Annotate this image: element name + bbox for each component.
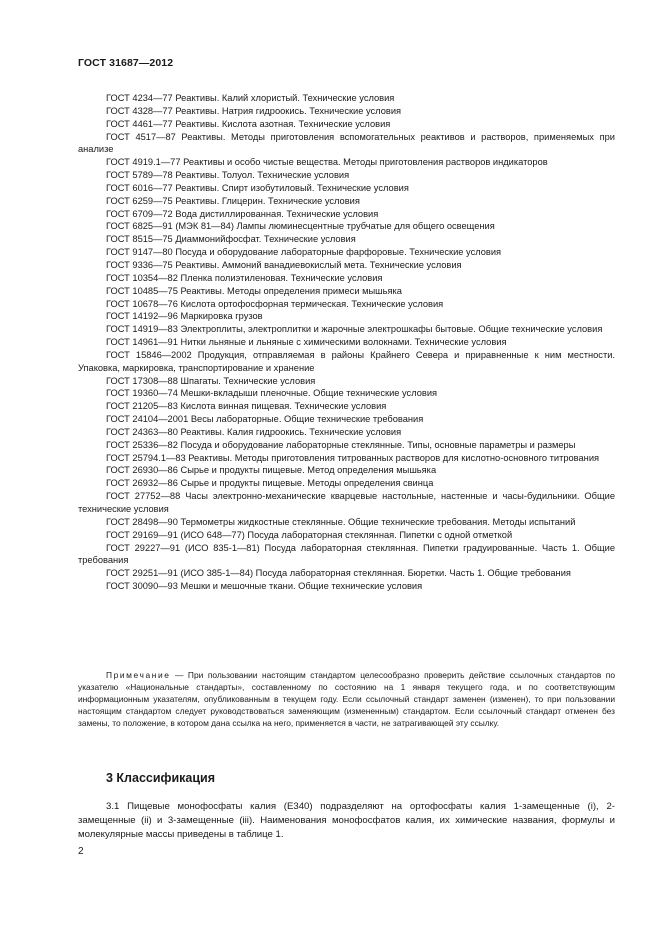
reference-item: ГОСТ 14961—91 Нитки льняные и льняные с химическими волокнами. Технические условия [106, 337, 507, 348]
reference-item: ГОСТ 6259—75 Реактивы. Глицерин. Технические условия [106, 195, 360, 206]
note-text: — При пользовании настоящим стандартом целесообразно проверить действие ссылочных стандартов по указателю «Национальные стандарты», составленному по состоянию на 1 января текущего года, и по соответствующим информационным указателям, опубликованным в текущем году. Если ссылочный стандарт заменен (изменен), то при пользовании настоящим стандартом следует руководствоваться заменяющим (измененным) стандартом. Если ссылочный стандарт отменен без замены, то положение, в котором дана ссылка на него, применяется в части, не затрагивающей эту ссылку. [78, 670, 615, 728]
note-paragraph [78, 670, 615, 730]
reference-item: ГОСТ 29169—91 (ИСО 648—77) Посуда лабораторная стеклянная. Пипетки с одной отметкой [106, 529, 513, 540]
normative-references-list [78, 92, 615, 593]
reference-item: ГОСТ 4461—77 Реактивы. Кислота азотная. Технические условия [106, 118, 391, 129]
reference-item: ГОСТ 5789—78 Реактивы. Толуол. Технические условия [106, 170, 350, 181]
reference-item: ГОСТ 25336—82 Посуда и оборудование лабораторные стеклянные. Типы, основные параметры и размеры [106, 439, 576, 450]
reference-item: ГОСТ 29227—91 (ИСО 835-1—81) Посуда лабораторная стеклянная. Пипетки градуированные. Часть 1. Общие требования [78, 542, 615, 566]
reference-item: ГОСТ 29251—91 (ИСО 385-1—84) Посуда лабораторная стеклянная. Бюретки. Часть 1. Общие требования [106, 568, 571, 579]
reference-item: ГОСТ 15846—2002 Продукция, отправляемая в районы Крайнего Севера и приравненные к ним местности. Упаковка, маркировка, транспортирование и хранение [78, 349, 615, 373]
reference-item: ГОСТ 21205—83 Кислота винная пищевая. Технические условия [106, 401, 387, 412]
reference-item: ГОСТ 10485—75 Реактивы. Методы определения примеси мышьяка [106, 285, 402, 296]
reference-item: ГОСТ 26932—86 Сырье и продукты пищевые. Методы определения свинца [106, 478, 434, 489]
section-heading: 3 Классификация [106, 771, 216, 785]
reference-item: ГОСТ 25794.1—83 Реактивы. Методы приготовления титрованных растворов для кислотно-основного титрования [106, 452, 600, 463]
reference-item: ГОСТ 6709—72 Вода дистиллированная. Технические условия [106, 208, 379, 219]
reference-item: ГОСТ 4234—77 Реактивы. Калий хлористый. Технические условия [106, 93, 395, 103]
reference-item: ГОСТ 26930—86 Сырье и продукты пищевые. Метод определения мышьяка [106, 465, 437, 476]
reference-item: ГОСТ 28498—90 Термометры жидкостные стеклянные. Общие технические требования. Методы испытаний [106, 516, 576, 527]
document-header: ГОСТ 31687—2012 [78, 57, 174, 69]
reference-item: ГОСТ 9336—75 Реактивы. Аммоний ванадиевокислый мета. Технические условия [106, 259, 462, 270]
reference-item: ГОСТ 4919.1—77 Реактивы и особо чистые вещества. Методы приготовления растворов индикаторов [106, 157, 548, 168]
reference-item: ГОСТ 9147—80 Посуда и оборудование лабораторные фарфоровые. Технические условия [106, 247, 502, 258]
reference-item: ГОСТ 8515—75 Диаммонийфосфат. Технические условия [106, 234, 356, 245]
reference-item: ГОСТ 4328—77 Реактивы. Натрия гидроокись. Технические условия [106, 105, 402, 116]
reference-item: ГОСТ 6825—91 (МЭК 81—84) Лампы люминесцентные трубчатые для общего освещения [106, 221, 495, 232]
note-label: Примечание [106, 670, 171, 680]
reference-item: ГОСТ 27752—88 Часы электронно-механические кварцевые настольные, настенные и часы-будильники. Общие технические условия [78, 491, 615, 514]
reference-item: ГОСТ 14919—83 Электроплиты, электроплитки и жарочные электрошкафы бытовые. Общие технические условия [106, 324, 603, 335]
reference-item: ГОСТ 17308—88 Шпагаты. Технические условия [106, 375, 316, 386]
reference-item: ГОСТ 30090—93 Мешки и мешочные ткани. Общие технические условия [106, 581, 423, 592]
reference-item: ГОСТ 10678—76 Кислота ортофосфорная термическая. Технические условия [106, 298, 444, 309]
reference-item: ГОСТ 10354—82 Пленка полиэтиленовая. Технические условия [106, 272, 383, 283]
section-paragraph: 3.1 Пищевые монофосфаты калия (Е340) подразделяют на ортофосфаты калия 1-замещенные (i), 2-замещенные (ii) и 3-замещенные (iii). Наименования монофосфатов калия, их химические названия, формулы и молекулярные массы приведены в таблице 1. [78, 801, 615, 840]
reference-item: ГОСТ 24363—80 Реактивы. Калия гидроокись. Технические условия [106, 426, 402, 437]
reference-item: ГОСТ 14192—96 Маркировка грузов [106, 311, 263, 322]
reference-item: ГОСТ 19360—74 Мешки-вкладыши пленочные. Общие технические условия [106, 388, 438, 399]
page-number: 2 [78, 846, 84, 857]
reference-item: ГОСТ 6016—77 Реактивы. Спирт изобутиловый. Технические условия [106, 182, 409, 193]
reference-item: ГОСТ 24104—2001 Весы лабораторные. Общие технические требования [106, 414, 424, 425]
reference-item: ГОСТ 4517—87 Реактивы. Методы приготовления вспомогательных реактивов и растворов, применяемых при анализе [78, 131, 615, 155]
